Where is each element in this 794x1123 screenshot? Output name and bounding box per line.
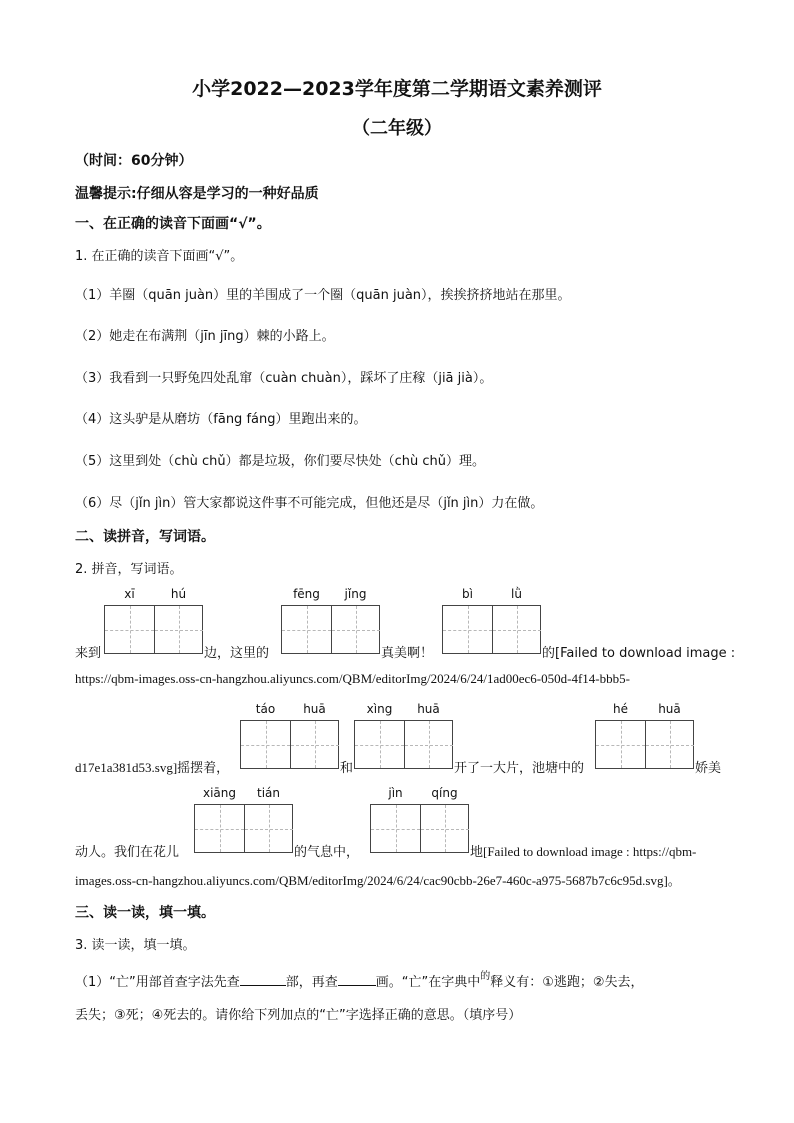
question-1: 1. 在正确的读音下面画“√”。 (75, 249, 244, 264)
grid-cell[interactable] (404, 721, 453, 768)
tip-text: 温馨提示:仔细从容是学习的一种好品质 (75, 186, 319, 202)
pinyin: jǐng (344, 587, 367, 601)
grid-cell[interactable] (443, 606, 492, 653)
section-heading-3: 三、读一读，填一填。 (75, 905, 215, 921)
writing-grid-2[interactable] (281, 587, 380, 654)
grid-cell[interactable] (371, 805, 420, 852)
writing-grid-4[interactable] (240, 702, 339, 769)
answer-blank[interactable] (240, 973, 286, 986)
line1-pre: 来到 (75, 646, 102, 661)
line4-mid1: 的气息中， (294, 845, 360, 860)
list-item: （4）这头驴是从磨坊（fāng fáng）里跑出来的。 (75, 412, 367, 427)
list-item: （5）这里到处（chù chǔ）都是垃圾，你们要尽快处（chù chǔ）理。 (75, 454, 486, 469)
pinyin: huā (658, 702, 681, 716)
question-3-part-1: （1）“亡”用部首查字法先查 部，再查 画。“亡”在字典中$^的$释义有：①逃跑；②失去， (75, 971, 644, 990)
pinyin: huā (417, 702, 440, 716)
grid-cell[interactable] (290, 721, 339, 768)
question-3: 3. 读一读，填一填。 (75, 938, 196, 953)
writing-grid-3[interactable] (442, 587, 541, 654)
pinyin: fēng (293, 587, 320, 601)
pinyin: xìng (366, 702, 393, 716)
grid-cell[interactable] (244, 805, 293, 852)
writing-grid-5[interactable] (354, 702, 453, 769)
image-error-url: images.oss-cn-hangzhou.aliyuncs.com/QBM/editorImg/2024/6/24/cac90cbb-26e7-460c-a975-5687b7c6c95d.svg]。 (75, 873, 681, 888)
grid-cell[interactable] (355, 721, 404, 768)
list-item: （1）羊圈（quān juàn）里的羊围成了一个圈（quān juàn），挨挨挤挤地站在那里。 (75, 288, 571, 303)
list-item: （6）尽（jǐn jìn）管大家都说这件事不可能完成，但他还是尽（jǐn jìn）力在做。 (75, 496, 544, 511)
pinyin: táo (255, 702, 276, 716)
pinyin: hé (613, 702, 628, 716)
question-3-part-1-line2: 丢失；③死；④死去的。请你给下列加点的“亡”字选择正确的意思。（填序号） (75, 1008, 522, 1023)
writing-grid-1[interactable] (104, 587, 203, 654)
grid-cell[interactable] (105, 606, 154, 653)
grid-cell[interactable] (195, 805, 244, 852)
grid-cell[interactable] (596, 721, 645, 768)
answer-blank[interactable] (338, 973, 376, 986)
writing-grid-6[interactable] (595, 702, 694, 769)
list-item: （3）我看到一只野兔四处乱窜（cuàn chuàn），踩坏了庄稼（jiā jià）。 (75, 371, 493, 386)
pinyin: tián (257, 786, 280, 800)
grid-cell[interactable] (420, 805, 469, 852)
line3-pre: d17e1a381d53.svg]摇摆着， (75, 760, 230, 775)
page-subtitle: （二年级） (352, 118, 442, 139)
line1-mid1: 边，这里的 (204, 646, 270, 661)
pinyin: bì (462, 587, 473, 601)
line1-post: 的[Failed to download image : (542, 646, 736, 661)
list-item: （2）她走在布满荆（jīn jīng）棘的小路上。 (75, 329, 335, 344)
line1-mid2: 真美啊！ (381, 646, 434, 661)
image-error-url: https://qbm-images.oss-cn-hangzhou.aliyuncs.com/QBM/editorImg/2024/6/24/1ad00ec6-050d-4f14-bbb5- (75, 671, 630, 686)
pinyin: lǜ (511, 587, 522, 601)
section-heading-1: 一、在正确的读音下面画“√”。 (75, 216, 271, 232)
writing-grid-8[interactable] (370, 786, 469, 853)
line3-mid1: 和 (340, 761, 354, 776)
grid-cell[interactable] (492, 606, 541, 653)
pinyin: huā (303, 702, 326, 716)
section-heading-2: 二、读拼音，写词语。 (75, 529, 215, 545)
grid-cell[interactable] (241, 721, 290, 768)
line3-mid2: 开了一大片，池塘中的 (454, 761, 585, 776)
grid-cell[interactable] (331, 606, 380, 653)
pinyin: xī (124, 587, 135, 601)
line4-post: 地[Failed to download image : https://qbm- (470, 844, 697, 859)
page-title: 小学2022—2023学年度第二学期语文素养测评 (192, 78, 602, 100)
writing-grid-7[interactable] (194, 786, 293, 853)
exam-time: （时间：60分钟） (75, 153, 193, 169)
grid-cell[interactable] (282, 606, 331, 653)
pinyin: jìn (388, 786, 403, 800)
grid-cell[interactable] (645, 721, 694, 768)
grid-cell[interactable] (154, 606, 203, 653)
line3-post: 娇美 (695, 761, 722, 776)
pinyin: hú (170, 587, 187, 601)
question-2: 2. 拼音，写词语。 (75, 562, 183, 577)
pinyin: qíng (431, 786, 458, 800)
pinyin: xiāng (202, 786, 236, 800)
line4-pre: 动人。我们在花儿 (75, 845, 180, 860)
